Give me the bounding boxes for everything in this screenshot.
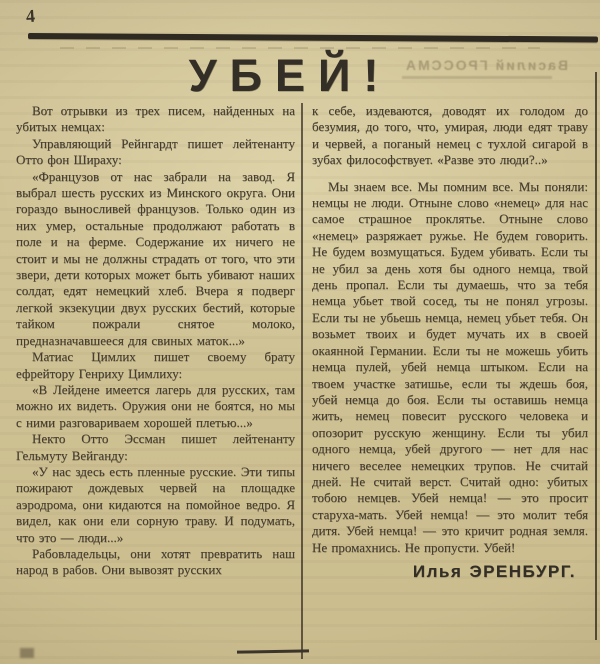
right-column-text — [312, 103, 588, 556]
article-paragraph: к себе, издеваются, доводят их голодом до безумия, до того, что, умирая, люди едят траву и червей, а поганый немец с тухлой сигарой в зубах философствует. «Разве это люди?..» — [312, 103, 588, 168]
article-paragraph: Мы знаем все. Мы помним все. Мы поняли: немцы не люди. Отныне слово «немец» для нас самое страшное проклятье. Отныне слово «немец» разряжает ружье. Не будем говорить. Не будем возмущаться. Будем убивать. Если ты не убил за день хотя бы одного немца, твой день пропал. Если ты думаешь, что за тебя немца убьет твой сосед, ты не понял угрозы. Если ты не убьешь немца, немец убьет тебя. Он возьмет твоих и будет мучать их в своей окаянной Германии. Если ты не можешь убить немца пулей, убей немца штыком. Если на твоем участке затишье, если ты ждешь боя, убей немца до боя. Если ты оставишь немца жить, немец повесит русского человека и опозорит русскую женщину. Если ты убил одного немца, убей другого — нет для нас ничего веселее немецких трупов. Не считай дней. Не считай верст. Считай одно: убитых тобою немцев. Убей немца! — это просит старуха-мать. Убей немца! — это молит тебя дитя. Убей немца! — это кричит родная земля. Не промахнись. Не пропусти. Убей! — [312, 178, 588, 555]
article-title: УБЕЙ! — [188, 50, 392, 101]
article-body — [16, 103, 596, 659]
article-paragraph: Рабовладельцы, они хотят превратить наш народ в рабов. Они вывозят русских — [16, 545, 295, 578]
article-paragraph: Некто Отто Эссман пишет лейтенанту Гельмуту Вейганду: — [16, 431, 295, 463]
masthead-ghost-line — [60, 47, 540, 49]
page-number: 4 — [25, 5, 36, 27]
article-paragraph: «В Лейдене имеется лагерь для русских, там можно их видеть. Оружия они не боятся, но мы с ними разговариваем хорошей плетью...» — [16, 381, 295, 430]
ink-smudge — [20, 648, 34, 658]
author-signature: Илья ЭРЕНБУРГ. — [412, 561, 576, 581]
right-column — [303, 103, 588, 659]
left-column — [16, 103, 301, 659]
masthead-rule — [28, 33, 598, 42]
article-paragraph: «У нас здесь есть пленные русские. Эти типы пожирают дождевых червей на площадке аэродрома, они кидаются на помойное ведро. Я видел, как они ели сорную траву. И подумать, что это — люди...» — [16, 463, 295, 545]
article-paragraph: Управляющий Рейнгардт пишет лейтенанту Отто фон Шираху: — [16, 135, 295, 168]
bleed-through-byline: Василий ГРОССМА — [403, 57, 568, 73]
article-paragraph: Матиас Цимлих пишет своему брату ефрейтору Генриху Цимлиху: — [16, 349, 295, 381]
article-paragraph: Вот отрывки из трех писем, найденных на убитых немцах: — [16, 103, 295, 135]
article-paragraph: «Французов от нас забрали на завод. Я выбрал шесть русских из Минского округа. Они гораздо выносливей французов. Только один из них умер, остальные продолжают работать в поле и на ферме. Содержание их ничего не стоит и мы не должны страдать от того, что эти звери, дети которых может быть убивают наших солдат, едят немецкий хлеб. Вчера я подверг легкой экзекуции двух русских бестий, которые тайком пожрали снятое молоко, предназначавшееся для свиных маток...» — [16, 168, 295, 348]
